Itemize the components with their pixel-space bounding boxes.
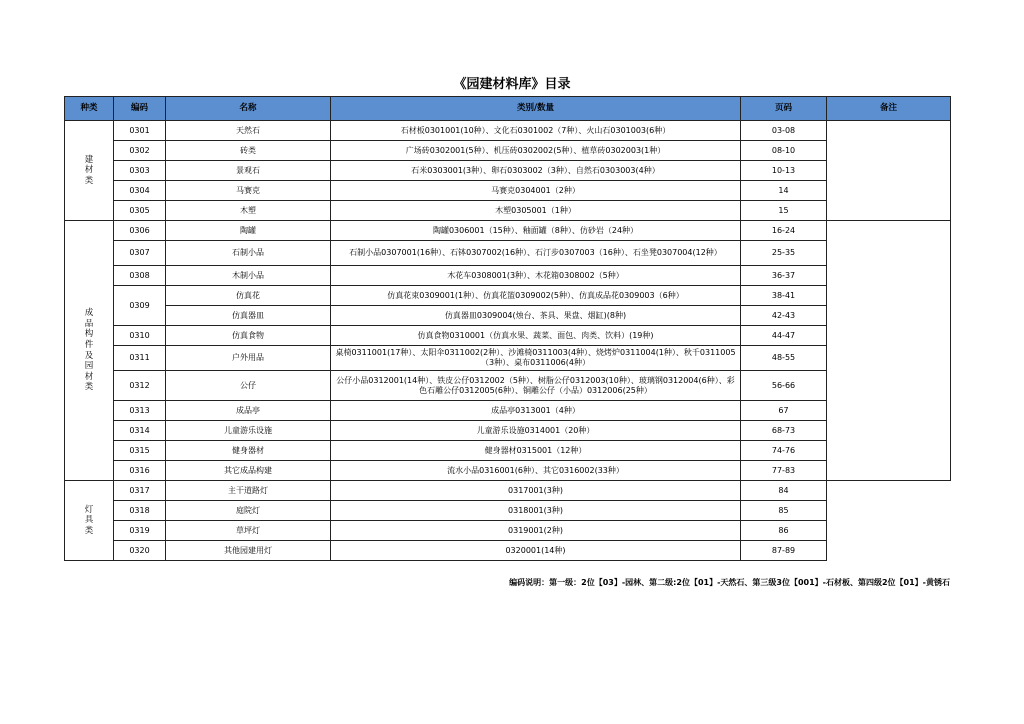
detail-cell: 石制小品0307001(16种）、石钵0307002(16种）、石汀步0307003（16种）、石坐凳0307004(12种）: [331, 241, 741, 266]
catalog-table: [64, 96, 951, 561]
name-cell: 仿真器皿: [166, 306, 331, 326]
table-row: [65, 181, 951, 201]
table-row: [65, 326, 951, 346]
page-cell: 87-89: [741, 541, 827, 561]
code-cell: 0319: [114, 521, 166, 541]
detail-cell: 0320001(14种): [331, 541, 741, 561]
page-cell: 85: [741, 501, 827, 521]
code-cell: 0301: [114, 121, 166, 141]
detail-cell: 0319001(2种): [331, 521, 741, 541]
header-detail: 类别/数量: [331, 97, 741, 121]
code-cell: 0317: [114, 481, 166, 501]
code-cell: 0309: [114, 286, 166, 326]
code-cell: 0316: [114, 461, 166, 481]
table-row: [65, 521, 951, 541]
table-header-row: [65, 97, 951, 121]
header-page: 页码: [741, 97, 827, 121]
name-cell: 庭院灯: [166, 501, 331, 521]
code-cell: 0308: [114, 266, 166, 286]
table-row: [65, 401, 951, 421]
detail-cell: 仿真器皿0309004(烛台、茶具、果盘、烟缸)(8种): [331, 306, 741, 326]
code-cell: 0314: [114, 421, 166, 441]
name-cell: 健身器材: [166, 441, 331, 461]
code-cell: 0311: [114, 346, 166, 371]
table-row: [65, 541, 951, 561]
code-cell: 0307: [114, 241, 166, 266]
name-cell: 砖类: [166, 141, 331, 161]
remark-cell: [827, 121, 951, 221]
code-cell: 0318: [114, 501, 166, 521]
table-row: [65, 241, 951, 266]
detail-cell: 马赛克0304001（2种）: [331, 181, 741, 201]
page-cell: 67: [741, 401, 827, 421]
table-row: [65, 221, 951, 241]
page-cell: 68-73: [741, 421, 827, 441]
header-code: 编码: [114, 97, 166, 121]
table-row: [65, 421, 951, 441]
category-cell: 成 品 构 件 及 园 材 类: [65, 221, 114, 481]
table-row: [65, 501, 951, 521]
table-row: [65, 481, 951, 501]
detail-cell: 石材板0301001(10种）、文化石0301002（7种）、火山石0301003(6种）: [331, 121, 741, 141]
page-cell: 48-55: [741, 346, 827, 371]
detail-cell: 儿童游乐设施0314001（20种）: [331, 421, 741, 441]
detail-cell: 成品亭0313001（4种）: [331, 401, 741, 421]
detail-cell: 广场砖0302001(5种）、机压砖0302002(5种）、植草砖0302003(1种）: [331, 141, 741, 161]
name-cell: 公仔: [166, 371, 331, 401]
table-row: [65, 121, 951, 141]
name-cell: 户外用品: [166, 346, 331, 371]
table-row: [65, 161, 951, 181]
table-row: [65, 286, 951, 306]
page-cell: 14: [741, 181, 827, 201]
table-row: [65, 266, 951, 286]
header-category: 种类: [65, 97, 114, 121]
detail-cell: 仿真食物0310001（仿真水果、蔬菜、面包、肉类、饮料）(19种): [331, 326, 741, 346]
code-cell: 0312: [114, 371, 166, 401]
name-cell: 景观石: [166, 161, 331, 181]
name-cell: 其它成品构建: [166, 461, 331, 481]
detail-cell: 健身器材0315001（12种）: [331, 441, 741, 461]
name-cell: 天然石: [166, 121, 331, 141]
name-cell: 木塑: [166, 201, 331, 221]
detail-cell: 0318001(3种): [331, 501, 741, 521]
page-cell: 16-24: [741, 221, 827, 241]
page-cell: 44-47: [741, 326, 827, 346]
page-cell: 56-66: [741, 371, 827, 401]
detail-cell: 陶罐0306001（15种）、釉面罐（8种）、仿砂岩（24种）: [331, 221, 741, 241]
name-cell: 草坪灯: [166, 521, 331, 541]
detail-cell: 仿真花束0309001(1种）、仿真花篮0309002(5种）、仿真成品花0309003（6种）: [331, 286, 741, 306]
name-cell: 仿真花: [166, 286, 331, 306]
name-cell: 其他园建用灯: [166, 541, 331, 561]
table-row: [65, 346, 951, 371]
table-row: [65, 371, 951, 401]
code-cell: 0310: [114, 326, 166, 346]
detail-cell: 流水小品0316001(6种）、其它0316002(33种）: [331, 461, 741, 481]
name-cell: 主干道路灯: [166, 481, 331, 501]
page-cell: 84: [741, 481, 827, 501]
name-cell: 儿童游乐设施: [166, 421, 331, 441]
detail-cell: 木花车0308001(3种）、木花箱0308002（5种）: [331, 266, 741, 286]
remark-cell: [827, 221, 951, 481]
page-cell: 74-76: [741, 441, 827, 461]
code-cell: 0303: [114, 161, 166, 181]
code-cell: 0306: [114, 221, 166, 241]
name-cell: 马赛克: [166, 181, 331, 201]
code-cell: 0304: [114, 181, 166, 201]
remark-cell: [827, 481, 951, 561]
page-cell: 36-37: [741, 266, 827, 286]
page-cell: 08-10: [741, 141, 827, 161]
detail-cell: 石米0303001(3种）、卵石0303002（3种）、自然石0303003(4种）: [331, 161, 741, 181]
code-cell: 0315: [114, 441, 166, 461]
table-row: [65, 201, 951, 221]
table-row: [65, 441, 951, 461]
category-cell: 建 材 类: [65, 121, 114, 221]
table-body: [65, 121, 951, 561]
code-cell: 0320: [114, 541, 166, 561]
name-cell: 仿真食物: [166, 326, 331, 346]
page-cell: 25-35: [741, 241, 827, 266]
detail-cell: 公仔小品0312001(14种）、铁皮公仔0312002（5种）、树脂公仔0312003(10种）、玻璃钢0312004(6种）、彩色石雕公仔0312005(6种）、铜雕公仔（小品）0312006(25种）: [331, 371, 741, 401]
code-cell: 0302: [114, 141, 166, 161]
detail-cell: 木塑0305001（1种）: [331, 201, 741, 221]
name-cell: 成品亭: [166, 401, 331, 421]
coding-note: 编码说明：第一级：2位【03】-园林、第二级:2位【01】-天然石、第三级3位【001】-石材板、第四级2位【01】-黄锈石: [509, 578, 950, 587]
page-cell: 42-43: [741, 306, 827, 326]
table-row: [65, 141, 951, 161]
page-cell: 10-13: [741, 161, 827, 181]
detail-cell: 0317001(3种): [331, 481, 741, 501]
page-cell: 15: [741, 201, 827, 221]
page-title: 《园建材料库》目录: [453, 77, 571, 92]
page-cell: 77-83: [741, 461, 827, 481]
name-cell: 木制小品: [166, 266, 331, 286]
code-cell: 0313: [114, 401, 166, 421]
page-cell: 03-08: [741, 121, 827, 141]
code-cell: 0305: [114, 201, 166, 221]
header-name: 名称: [166, 97, 331, 121]
category-cell: 灯 具 类: [65, 481, 114, 561]
name-cell: 石制小品: [166, 241, 331, 266]
page-cell: 86: [741, 521, 827, 541]
name-cell: 陶罐: [166, 221, 331, 241]
page-cell: 38-41: [741, 286, 827, 306]
table-row: [65, 461, 951, 481]
detail-cell: 桌椅0311001(17种）、太阳伞0311002(2种）、沙滩椅0311003(4种）、烧烤炉0311004(1种）、秋千0311005（3种）、桌布0311006(4种）: [331, 346, 741, 371]
table-row: [65, 306, 951, 326]
header-remark: 备注: [827, 97, 951, 121]
